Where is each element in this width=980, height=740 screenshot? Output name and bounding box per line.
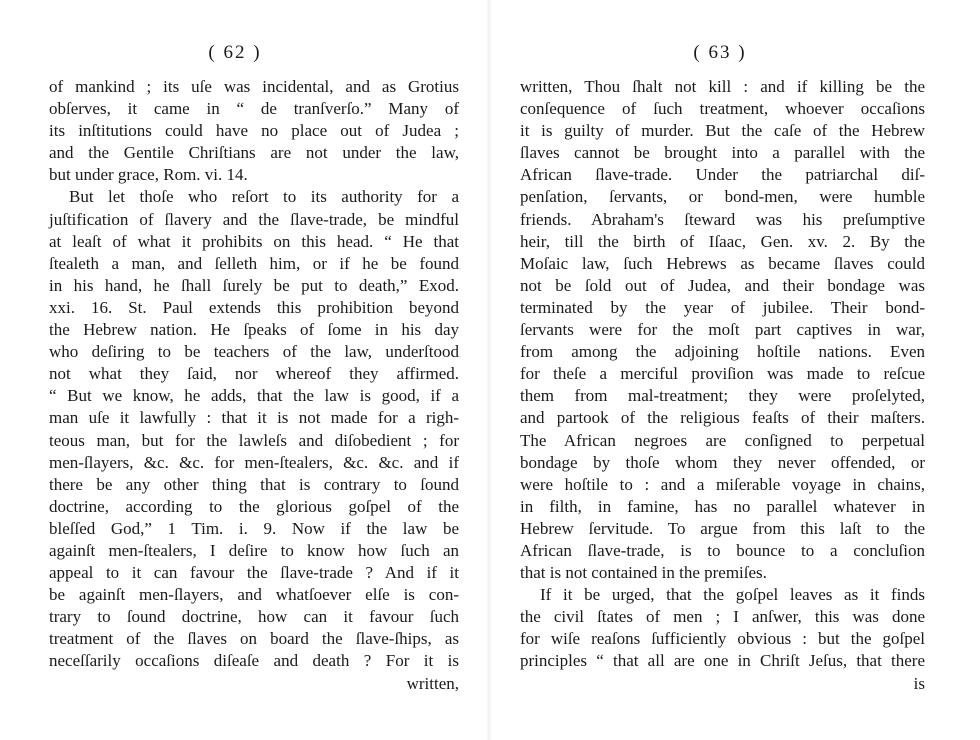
text-line: xxi. 16. St. Paul extends this prohibition beyond [49,297,459,317]
text-line: African ſlave-trade. Under the patriarchal diſ- [520,165,925,185]
text-line: friends. Abraham's ſteward was his preſumptive [520,209,925,229]
text-line: not what they ſaid, nor whereof they affirmed. [49,364,459,384]
text-line: treatment of the ſlaves on board the ſlave-ſhips, as [49,629,459,649]
text-line: who deſiring to be teachers of the law, underſtood [49,342,459,362]
page-number-right: ( 63 ) [693,42,747,63]
text-line: ſervants were for the moſt part captives in war, [520,320,925,340]
text-line: the Hebrew nation. He ſpeaks of ſome in his day [49,320,459,340]
text-line: the civil ſtates of men ; I anſwer, this was done [520,607,925,627]
text-line: The African negroes are conſigned to perpetual [520,430,925,450]
text-line: bleſſed God,” 1 Tim. i. 9. Now if the law be [49,518,459,538]
text-line: for wiſe reaſons ſufficiently obvious : but the goſpel [520,629,925,649]
text-line: for theſe a merciful proviſion was made to reſcue [520,364,925,384]
text-line: its inſtitutions could have no place out of Judea ; [49,121,459,141]
text-line: not be ſold out of Judea, and their bondage was [520,275,925,295]
text-line: heir, till the birth of Iſaac, Gen. xv. 2. By the [520,231,925,251]
text-line: in filth, in famine, has no parallel whatever in [520,496,925,516]
text-line: it is guilty of murder. But the caſe of the Hebrew [520,121,925,141]
text-line: from among the adjoining hoſtile nations. Even [520,342,925,362]
catchword: written, [406,673,459,693]
text-line: and partook of the religious feaſts of their maſters. [520,408,925,428]
text-line: juſtification of ſlavery and the ſlave-trade, be mindful [49,209,459,229]
text-line: there be any other thing that is contrary to ſound [49,474,459,494]
left-page-text [49,76,459,695]
page-number-left: ( 62 ) [208,42,262,63]
text-line: appeal to it can favour the ſlave-trade ? And if it [49,563,459,583]
text-line: African ſlave-trade, is to bounce to a concluſion [520,540,925,560]
text-line: them from mal-treatment; they were proſelyted, [520,386,925,406]
text-line: of mankind ; its uſe was incidental, and as Grotius [49,77,459,96]
text-line: but under grace, Rom. vi. 14. [49,165,248,185]
text-line: at leaſt of what it prohibits on this head. “ He that [49,231,459,251]
text-line: doctrine, according to the glorious goſpel of the [49,496,459,516]
right-page-text [520,76,925,695]
text-line: men-ſlayers, &c. &c. for men-ſtealers, &c. &c. and if [49,452,459,472]
catchword: is [913,673,925,693]
text-line: “ But we know, he adds, that the law is good, if a [49,386,459,406]
text-line: teous man, but for the lawleſs and diſobedient ; for [49,430,459,450]
text-line: were hoſtile to : and a miſerable voyage in chains, [520,474,925,494]
text-line: trary to ſound doctrine, how can it favour ſuch [49,607,459,627]
text-line: ſtealeth a man, and ſelleth him, or if he be found [49,253,459,273]
right-page [490,0,980,740]
text-line: ſlaves cannot be brought into a parallel with the [520,143,925,163]
text-line: principles “ that all are one in Chriſt Jeſus, that there [520,651,925,671]
text-line: in his hand, he ſhall ſurely be put to death,” Exod. [49,275,459,295]
text-line: obſerves, it came in “ de tranſverſo.” Many of [49,99,459,119]
text-line: written, Thou ſhalt not kill : and if killing be the [520,77,925,96]
text-line: againſt men-ſtealers, I deſire to know how ſuch an [49,540,459,560]
text-line: penſation, ſervants, or bond-men, were humble [520,187,925,207]
text-line: But let thoſe who reſort to its authority for a [69,187,459,207]
text-line: and the Gentile Chriſtians are not under the law, [49,143,459,163]
text-line: conſequence of ſuch treatment, whoever occaſions [520,99,925,119]
text-line: terminated by the year of jubilee. Their bond- [520,297,925,317]
text-line: be againſt men-ſlayers, and whatſoever elſe is con- [49,585,459,605]
text-line: Hebrew ſervitude. To argue from this laſt to the [520,518,925,538]
text-line: that is not contained in the premiſes. [520,563,767,583]
text-line: bondage by thoſe whom they never offended, or [520,452,925,472]
text-line: If it be urged, that the goſpel leaves as it finds [540,585,925,605]
text-line: man uſe it lawfully : that it is not made for a righ- [49,408,459,428]
text-line: neceſſarily occaſions diſeaſe and death ? For it is [49,651,459,671]
text-line: Moſaic law, ſuch Hebrews as became ſlaves could [520,253,925,273]
